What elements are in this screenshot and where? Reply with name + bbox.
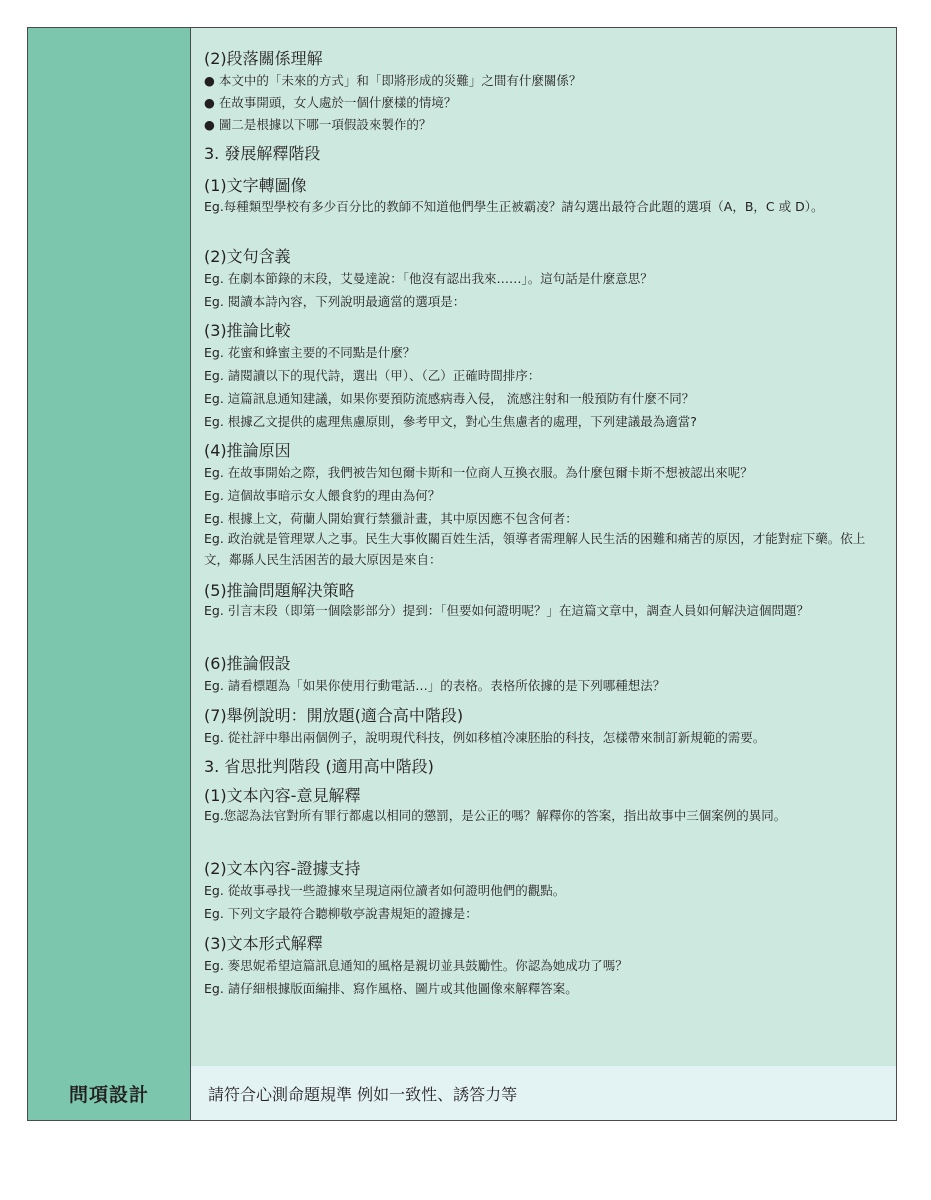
section-heading: (2)段落關係理解 — [204, 49, 323, 68]
row-label-cell — [28, 28, 191, 1066]
example-line: Eg. 請閱讀以下的現代詩，選出（甲）、（乙）正確時間排序： — [204, 368, 541, 383]
table-row-examples — [28, 28, 896, 1067]
example-line: Eg. 閱讀本詩內容，下列說明最適當的選項是： — [204, 294, 466, 309]
table-row-question-design — [28, 1066, 896, 1120]
example-line: Eg. 這個故事暗示女人餵食豹的理由為何？ — [204, 488, 441, 503]
section-heading: (5)推論問題解決策略 — [204, 581, 355, 600]
example-line: Eg. 政治就是管理眾人之事。民生大事攸關百姓生活，領導者需理解人民生活的困難和痛苦的原因，才能對症下藥。依上文，鄰縣人民生活困苦的最大原因是來自： — [204, 531, 866, 567]
example-line: Eg. 請看標題為「如果你使用行動電話…」的表格。表格所依據的是下列哪種想法？ — [204, 678, 666, 693]
section-heading: 3. 發展解釋階段 — [204, 144, 321, 163]
question-design-text: 請符合心測命題規準 例如一致性、誘答力等 — [191, 1066, 896, 1120]
example-line: Eg. 根據上文，荷蘭人開始實行禁獵計畫，其中原因應不包含何者： — [204, 511, 578, 526]
example-line: Eg. 引言末段（即第一個陰影部分）提到：「但要如何證明呢？」在這篇文章中，調查人員如何解決這個問題？ — [204, 603, 810, 618]
section-heading: (3)文本形式解釋 — [204, 934, 323, 953]
example-line: Eg.您認為法官對所有罪行都處以相同的懲罰，是公正的嗎？解釋你的答案，指出故事中三個案例的異同。 — [204, 808, 787, 823]
example-line: Eg. 從故事尋找一些證據來呈現這兩位讀者如何證明他們的觀點。 — [204, 883, 566, 898]
section-heading: 3. 省思批判階段 (適用高中階段) — [204, 757, 434, 776]
section-heading: (7)舉例說明：開放題(適合高中階段) — [204, 706, 464, 725]
example-line: Eg. 麥思妮希望這篇訊息通知的風格是親切並具鼓勵性。你認為她成功了嗎？ — [204, 958, 628, 973]
section-heading: (6)推論假設 — [204, 654, 291, 673]
question-design-label: 問項設計 — [28, 1066, 191, 1120]
example-line: ● 圖二是根據以下哪一項假設來製作的？ — [204, 117, 432, 132]
content-table — [27, 27, 897, 1121]
example-line: Eg. 花蜜和蜂蜜主要的不同點是什麼？ — [204, 345, 416, 360]
example-line: Eg. 在劇本節錄的末段，艾曼達說：「他沒有認出我來……」。這句話是什麼意思？ — [204, 271, 653, 286]
section-heading: (2)文句含義 — [204, 247, 291, 266]
example-line: Eg. 請仔細根據版面編排、寫作風格、圖片或其他圖像來解釋答案。 — [204, 981, 578, 996]
example-line: Eg. 這篇訊息通知建議，如果你要預防流感病毒入侵， 流感注射和一般預防有什麼不同？ — [204, 391, 695, 406]
example-line: Eg. 下列文字最符合聽柳敬亭說書規矩的證據是： — [204, 906, 478, 921]
example-line: Eg. 根據乙文提供的處理焦慮原則，參考甲文，對心生焦慮者的處理，下列建議最為適當? — [204, 414, 697, 429]
section-heading: (1)文字轉圖像 — [204, 176, 307, 195]
example-line: ● 在故事開頭，女人處於一個什麼樣的情境？ — [204, 95, 457, 110]
section-heading: (4)推論原因 — [204, 441, 291, 460]
section-heading: (1)文本內容-意見解釋 — [204, 786, 361, 805]
section-heading: (3)推論比較 — [204, 321, 291, 340]
section-heading: (2)文本內容-證據支持 — [204, 859, 361, 878]
example-line: Eg. 在故事開始之際，我們被告知包爾卡斯和一位商人互換衣服。為什麼包爾卡斯不想被認出來呢？ — [204, 465, 753, 480]
example-line: ● 本文中的「未來的方式」和「即將形成的災難」之間有什麼關係？ — [204, 73, 582, 88]
example-line: Eg. 從社評中舉出兩個例子，說明現代科技，例如移植冷凍胚胎的科技，怎樣帶來制訂新規範的需要。 — [204, 730, 766, 745]
example-line: Eg.每種類型學校有多少百分比的教師不知道他們學生正被霸凌？請勾選出最符合此題的選項（A，B，C 或 D）。 — [204, 199, 824, 214]
